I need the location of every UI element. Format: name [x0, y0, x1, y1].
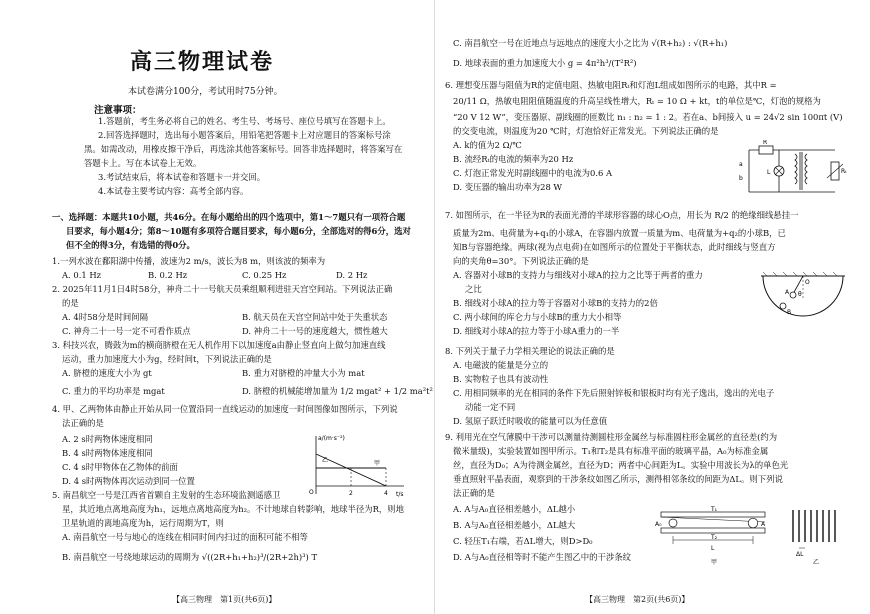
label-a: A: [785, 289, 790, 296]
interference-fringes: [793, 510, 835, 542]
label-a: A: [761, 521, 766, 528]
option: D. 变压器的输出功率为28 W: [453, 182, 563, 192]
label-b: b: [739, 175, 743, 182]
option: 动能一定不同: [465, 402, 516, 412]
question-9-cont: 法正确的是: [453, 488, 495, 498]
option: A. k的值为2 Ω/℃: [453, 140, 522, 150]
notice-line: 1.答题前，考生务必将自己的姓名、考生号、考场号、座位号填写在答题卡上。: [98, 116, 391, 126]
question-6-cont: 的交变电流，则温度为20 ℃时，灯泡恰好正常发光。下列说法正确的是: [453, 126, 719, 136]
label-a: a: [739, 161, 743, 168]
option: D. 神舟二十一号的速度越大，惯性越大: [242, 326, 388, 336]
graph-tick: 2: [349, 490, 353, 497]
question-9: 9. 利用光在空气薄膜中干涉可以测量待测圆柱形金属丝与标准圆柱形金属丝的直径差(约为: [445, 432, 778, 442]
question-7-cont: 向的夹角θ=30°。下列说法正确的是: [453, 256, 589, 266]
option: D. 2 Hz: [336, 270, 368, 280]
transformer-circuit-diagram: [735, 140, 855, 202]
option: C. 神舟二十一号一定不可看作质点: [62, 326, 191, 336]
graph-tick: 4: [384, 490, 388, 497]
question-3-cont: 运动，重力加速度大小为g，经时间t，下列说法正确的是: [62, 354, 272, 364]
question-2: 2. 2025年11月1日4时58分，神舟二十一号航天员乘组顺利进驻天宫空间站。下列说法正确: [52, 284, 393, 294]
graph-label-yi: 乙: [322, 457, 329, 464]
option: C. 灯泡正常发光时副线圈中的电流为0.6 A: [453, 168, 613, 178]
notice-line: 答题卡上。写在本试卷上无效。: [84, 158, 202, 168]
question-8: 8. 下列关于量子力学相关理论的说法正确的是: [445, 346, 615, 356]
question-4-cont: 法正确的是: [62, 418, 104, 428]
option: C. 0.25 Hz: [242, 270, 287, 280]
option: B. 航天员在天宫空间站中处于失重状态: [242, 312, 388, 322]
label-dl: ΔL: [796, 551, 804, 558]
option: A. 4时58分是时间间隔: [62, 312, 148, 322]
option: D. 脐橙的机械能增加量为 1/2 mgat² + 1/2 ma²t²: [242, 386, 433, 396]
label-yi: 乙: [813, 559, 820, 566]
option: B. 重力对脐橙的冲量大小为 mat: [242, 368, 365, 378]
option: C. 重力的平均功率是 mgat: [62, 386, 165, 396]
option: C. 用相同频率的光在相同的条件下先后照射锌板和银板时均有光子逸出，逸出的光电子: [453, 388, 775, 398]
exam-title: 高三物理试卷: [130, 49, 275, 75]
question-7: 7. 如图所示，在一半径为R的表面光滑的半球形容器的球心O点，用长为 R/2 的绝缘细线悬挂一: [445, 210, 799, 220]
label-a0: A₀: [655, 521, 662, 528]
question-5-cont: 星，其近地点离地高度为h₁，远地点离地高度为h₂。不计地球自转影响，地球半径为R，则地: [62, 504, 405, 514]
label-r: R: [763, 140, 768, 146]
interference-setup-diagram: [653, 506, 863, 568]
page-2: [435, 0, 870, 614]
label-t1: T₁: [711, 506, 718, 513]
option: A. 2 s时两物体速度相同: [62, 434, 153, 444]
exam-info: 本试卷满分100分，考试用时75分钟。: [128, 87, 283, 97]
question-9-cont: 丝，直径为D₀；A为待测金属丝，直径为D；两者中心间距为L。实验中用波长为λ的单色光: [453, 460, 789, 470]
label-rt: Rₜ: [841, 168, 847, 175]
graph-xlabel: t/s: [396, 491, 404, 498]
label-l: L: [711, 545, 715, 552]
question-9-cont: 微米量级)，实验装置如图甲所示。T₁和T₂是具有标准平面的玻璃平晶，A₀为标准金属: [453, 446, 769, 456]
section-heading: 一、选择题：本题共10小题，共46分。在每小题给出的四个选项中，第1～7题只有一项符合题: [52, 212, 406, 222]
question-4: 4. 甲、乙两物体由静止开始从同一位置沿同一直线运动的加速度一时间图像如图所示，下列说: [52, 404, 398, 414]
notice-line: 4.本试卷主要考试内容：高考全部内容。: [98, 186, 249, 196]
question-9-cont: 垂直照射平晶表面，观察到的干涉条纹如图乙所示，测得相邻条纹的间距为ΔL。则下列说: [453, 474, 783, 484]
option: D. 地球表面的重力加速度大小 g = 4π²h³/(T²R²): [453, 58, 637, 68]
notice-line: 3.考试结束后，将本试卷和答题卡一并交回。: [98, 172, 266, 182]
question-5-cont: 卫星轨道的离地高度为h，运行周期为T，则: [62, 518, 224, 528]
question-6-cont: 20/11 Ω，热敏电阻阻值随温度的升高呈线性增大，Rₜ = 10 Ω + kt，t的单位是℃，灯泡的规格为: [453, 96, 821, 106]
hemisphere-container-diagram: [755, 264, 851, 336]
label-t2: T₂: [711, 534, 718, 541]
option: B. 南昌航空一号绕地球运动的周期为 √((2R+h₁+h₂)³/(2R+2h)³) T: [62, 552, 318, 562]
section-heading: 但不全的得3分，有选错的得0分。: [66, 240, 195, 250]
question-7-cont: 质量为2m、电荷量为+q₁的小球A，在容器内放置一质量为m、电荷量为+q₂的小球B，已: [453, 228, 786, 238]
option: D. 细线对小球A的拉力等于小球A重力的一半: [453, 326, 620, 336]
notice-line: 2.回答选择题时，选出每小题答案后，用铅笔把答题卡上对应题目的答案标号涂: [98, 130, 391, 140]
option: A. 脐橙的速度大小为 gt: [62, 368, 152, 378]
option: A. 南昌航空一号与地心的连线在相同时间内扫过的面积可能不相等: [62, 532, 308, 542]
graph-label-jia: 甲: [374, 460, 381, 467]
question-5: 5. 南昌航空一号是江西省首颗自主发射的生态环境监测遥感卫: [52, 490, 281, 500]
graph-ylabel: a/(m·s⁻²): [318, 435, 345, 442]
question-3: 3. 科技兴农，腾鼓为m的横商脐橙在无人机作用下以加速度a由静止竖直向上做匀加速直线: [52, 340, 386, 350]
option: B. A与A₀直径相差越小，ΔL越大: [453, 520, 576, 530]
option: C. 轻压T₁右端，若ΔL增大，则D>D₀: [453, 536, 593, 546]
option: B. 细线对小球A的拉力等于容器对小球B的支持力的2倍: [453, 298, 658, 308]
option: A. 0.1 Hz: [62, 270, 102, 280]
section-heading: 目要求，每小题4分；第8～10题有多项符合题目要求，每小题6分，全部选对的得6分，选对: [66, 226, 411, 236]
option: B. 4 s时两物体速度相同: [62, 448, 153, 458]
acceleration-time-graph: [300, 432, 410, 500]
label-b: B: [787, 309, 792, 316]
question-6: 6. 理想变压器与阻值为R的定值电阻、热敏电阻Rₜ和灯泡L组成如图所示的电路，其中R =: [445, 80, 777, 90]
label-theta: θ: [798, 291, 802, 298]
page-footer: 【高三物理 第1页(共6页)】: [172, 595, 277, 604]
label-o: O: [805, 279, 810, 286]
option: D. 氢原子跃迁时吸收的能量可以为任意值: [453, 416, 608, 426]
option: D. A与A₀直径相等时不能产生图乙中的干涉条纹: [453, 552, 631, 562]
option: C. 南昌航空一号在近地点与远地点的速度大小之比为 √(R+h₂) : √(R+h₁): [453, 38, 728, 48]
question-7-cont: 知B与容器绝缘。两球(视为点电荷)在如图所示的位置处于平衡状态，此时细线与竖直方: [453, 242, 776, 252]
option: D. 4 s时两物体再次运动到同一位置: [62, 476, 195, 486]
notice-line: 黑。如需改动，用橡皮擦干净后，再选涂其他答案标号。回答非选择题时，将答案写在: [84, 144, 403, 154]
label-jia: 甲: [711, 559, 718, 566]
option: B. 流经Rₜ的电流的频率为20 Hz: [453, 154, 574, 164]
question-2-cont: 的是: [62, 298, 79, 308]
option: 之比: [465, 284, 482, 294]
option: A. 容器对小球B的支持力与细线对小球A的拉力之比等于两者的重力: [453, 270, 703, 280]
question-6-cont: “20 V 12 W”，变压器原、副线圈的匝数比 n₁ : n₂ = 1 : 2。若在a、b间接入 u = 24√2 sin 100πt (V): [453, 112, 843, 122]
option: B. 实物粒子也具有波动性: [453, 374, 549, 384]
option: C. 4 s时甲物体在乙物体的前面: [62, 462, 178, 472]
graph-origin: O: [309, 489, 314, 496]
option: C. 两小球间的库仑力与小球B的重力大小相等: [453, 312, 622, 322]
option: A. 电磁波的能量是分立的: [453, 360, 549, 370]
option: B. 0.2 Hz: [148, 270, 188, 280]
label-l: L: [767, 169, 771, 176]
notice-title: 注意事项：: [94, 105, 142, 116]
question-1: 1.一列水波在鄱阳湖中传播，波速为2 m/s，波长为8 m，则该波的频率为: [52, 256, 326, 266]
page-footer: 【高三物理 第2页(共6页)】: [585, 595, 690, 604]
option: A. A与A₀直径相差越小，ΔL越小: [453, 504, 576, 514]
